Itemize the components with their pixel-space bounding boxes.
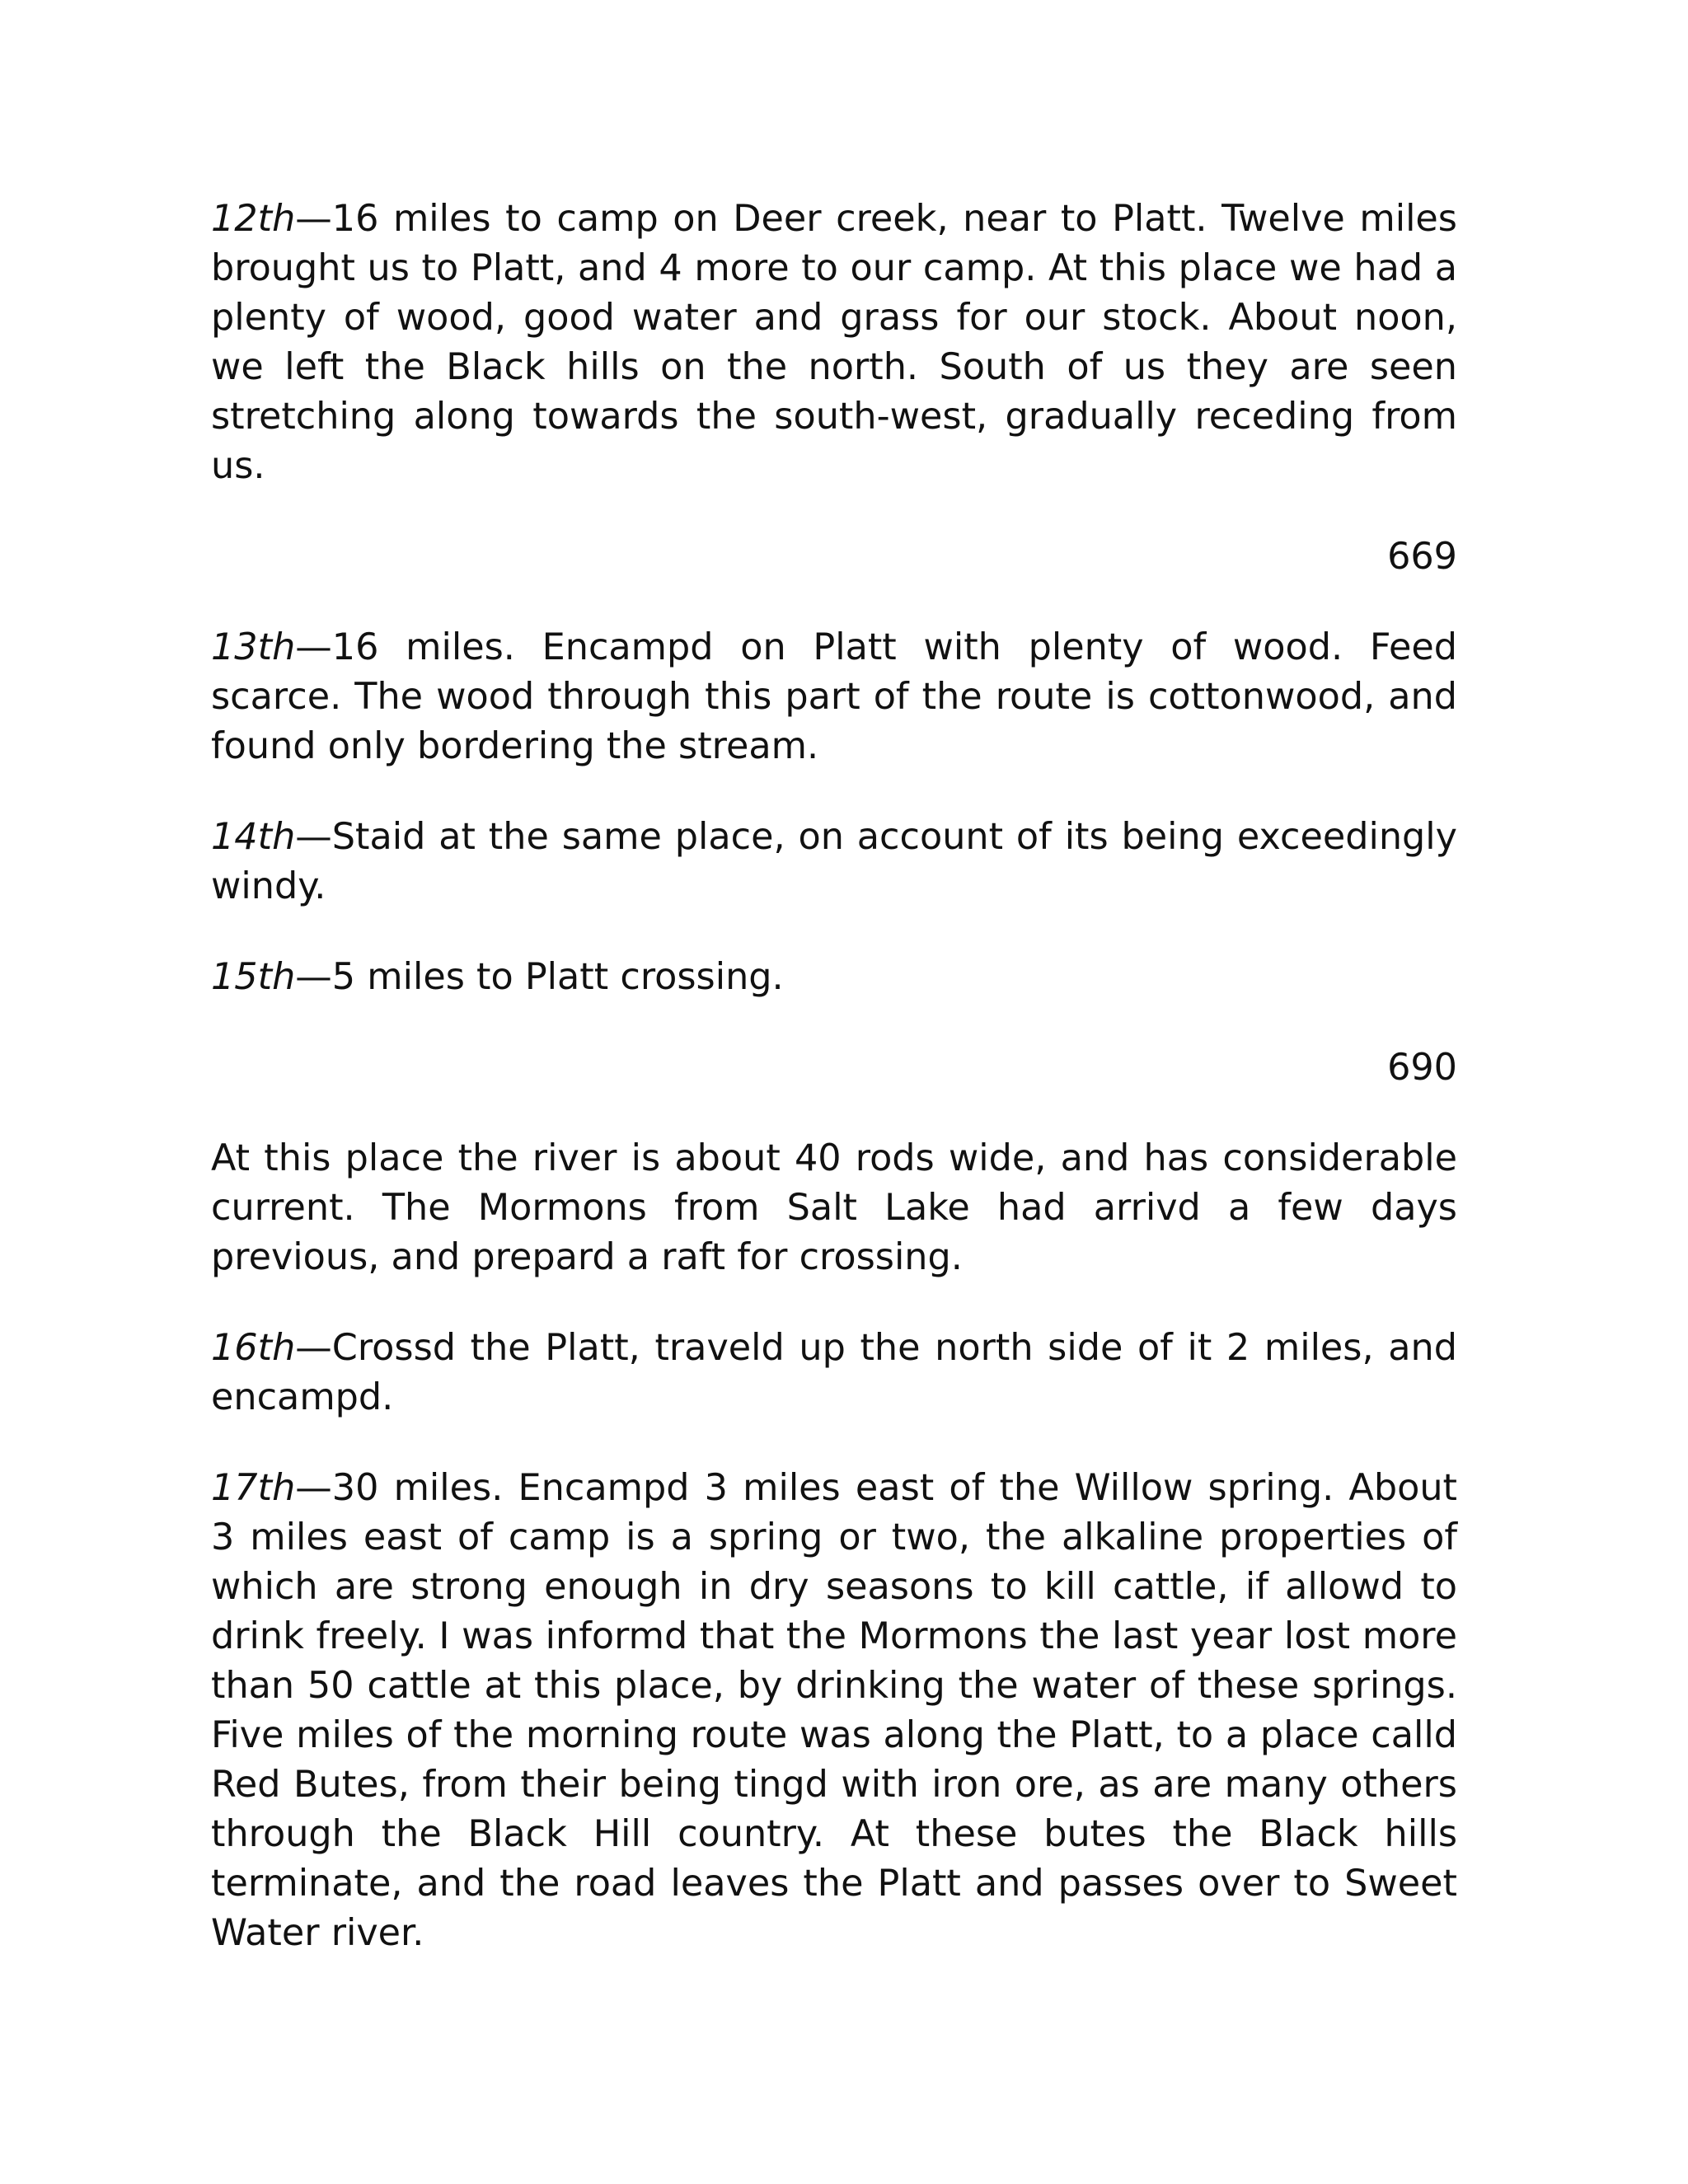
- entry-date: 13th: [211, 626, 296, 668]
- entry-14th: [211, 813, 1457, 912]
- document-page: [211, 194, 1457, 1999]
- entry-15th: [211, 953, 1457, 1002]
- entry-12th: [211, 194, 1457, 491]
- mileage-marker: 690: [1387, 1047, 1457, 1089]
- entry-date: 15th: [211, 956, 296, 998]
- entry-date: 12th: [211, 198, 296, 240]
- entry-13th: [211, 623, 1457, 771]
- entry-date: 17th: [211, 1467, 296, 1509]
- paragraph-text: At this place the river is about 40 rods wide, and has considerable current. The Mormons from Salt Lake had arrivd a few days previous, and prepard a raft for crossing.: [211, 1137, 1457, 1278]
- entry-date: 14th: [211, 816, 296, 858]
- entry-text: —Crossd the Platt, traveld up the north side of it 2 miles, and encampd.: [211, 1327, 1457, 1418]
- entry-date: 16th: [211, 1327, 296, 1369]
- entry-text: —Staid at the same place, on account of its being exceedingly windy.: [211, 816, 1457, 907]
- entry-text: —16 miles. Encampd on Platt with plenty of wood. Feed scarce. The wood through this part of the route is cottonwood, and found only bordering the stream.: [211, 626, 1457, 767]
- mileage-marker: 669: [1387, 536, 1457, 578]
- paragraph-platt-crossing: [211, 1134, 1457, 1282]
- entry-text: —5 miles to Platt crossing.: [295, 956, 784, 998]
- entry-17th: [211, 1464, 1457, 1958]
- entry-16th: [211, 1324, 1457, 1422]
- entry-text: —16 miles to camp on Deer creek, near to Platt. Twelve miles brought us to Platt, and 4 more to our camp. At this place we had a plenty of wood, good water and grass for our stock. About noon, we left the Black hills on the north. South of us they are seen stretching along towards the south-west, gradually receding from us.: [211, 198, 1457, 487]
- entry-text: —30 miles. Encampd 3 miles east of the Willow spring. About 3 miles east of camp is a spring or two, the alkaline properties of which are strong enough in dry seasons to kill cattle, if allowd to drink freely. I was informd that the Mormons the last year lost more than 50 cattle at this place, by drinking the water of these springs. Five miles of the morning route was along the Platt, to a place calld Red Butes, from their being tingd with iron ore, as are many others through the Black Hill country. At these butes the Black hills terminate, and the road leaves the Platt and passes over to Sweet Water river.: [211, 1467, 1457, 1954]
